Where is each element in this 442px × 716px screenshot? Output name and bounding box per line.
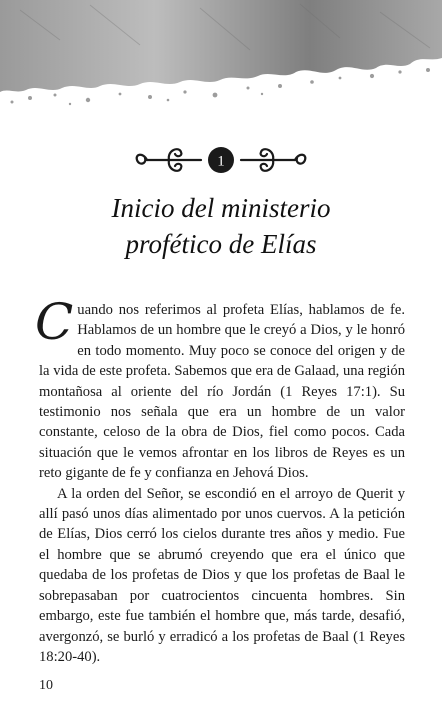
- paragraph-2: A la orden del Señor, se escondió en el arroyo de Querit y allí pasó unos días alimentado por unos cuervos. A la petición de Elías, Dios cerró los cielos durante tres años y medio. Fue el hombre que se abrumó creyendo que era el único que quedaba de los profetas de Dios y que los profetas de Baal le sobrepasaban por cuatrocientos cincuenta hombres. Sin embargo, este fue también el hombre que, más tarde, desafió, avergonzó, se burló y erradicó a los profetas de Baal (1 Reyes 18:20-40).: [39, 485, 405, 665]
- paragraph-1-text: uando nos referimos al profeta Elías, hablamos de fe. Hablamos de un hombre que le creyó a Dios, y le honró en todo momento. Muy poco se conoce del origen y de la vida de este profeta. Sabemos que era de Galaad, una región montañosa al oriente del río Jordán (1 Reyes 17:1). Su testimonio nos señala que era un hombre de un valor constante, celoso de la obra de Dios, fiel como pocos. Cada situación que le vemos afrontar en los libros de Reyes es un reto gigante de fe y confianza en Jehová Dios.: [39, 302, 405, 482]
- drop-cap: C: [35, 293, 74, 351]
- chapter-ornament: [131, 138, 311, 182]
- chapter-title-line-1: Inicio del ministerio: [111, 193, 331, 223]
- grunge-header-texture: [0, 0, 442, 110]
- paragraph-1: [35, 293, 405, 484]
- chapter-title-line-2: profético de Elías: [125, 229, 317, 259]
- chapter-title: [0, 190, 442, 262]
- chapter-number: 1: [217, 153, 225, 170]
- page-number: 10: [39, 678, 53, 693]
- chapter-body: [35, 293, 405, 667]
